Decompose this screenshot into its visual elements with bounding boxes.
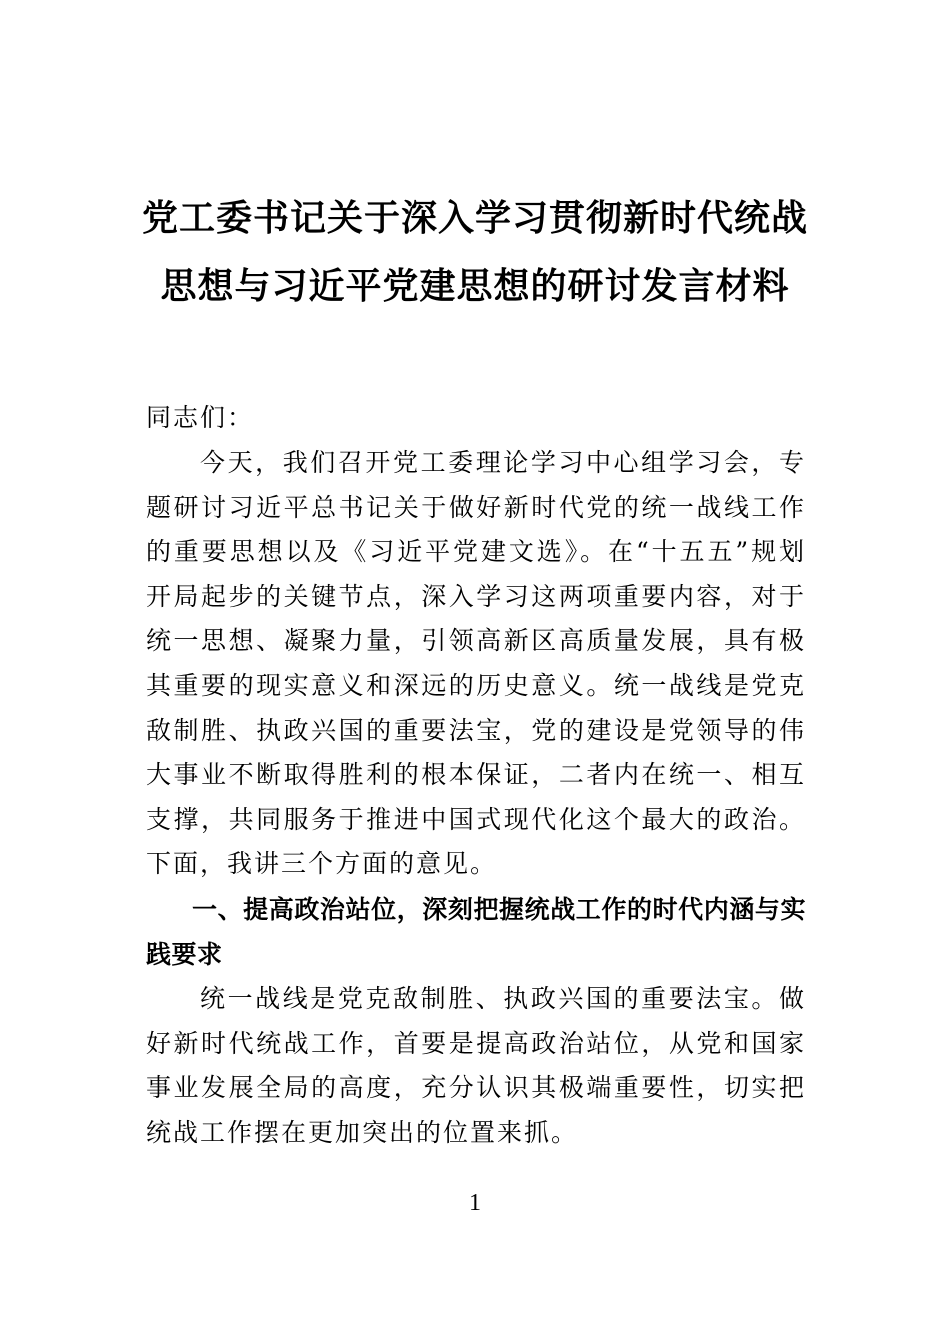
section-heading-1: 一、提高政治站位，深刻把握统战工作的时代内涵与实践要求	[146, 895, 806, 969]
paragraph-section-1: 统一战线是党克敌制胜、执政兴国的重要法宝。做好新时代统战工作，首要是提高政治站位，从党和国家事业发展全局的高度，充分认识其极端重要性，切实把统战工作摆在更加突出的位置来抓。	[146, 984, 806, 1147]
paragraph-intro: 今天，我们召开党工委理论学习中心组学习会，专题研讨习近平总书记关于做好新时代党的统一战线工作的重要思想以及《习近平党建文选》。在“十五五”规划开局起步的关键节点，深入学习这两项重要内容，对于统一思想、凝聚力量，引领高新区高质量发展，具有极其重要的现实意义和深远的历史意义。统一战线是党克敌制胜、执政兴国的重要法宝，党的建设是党领导的伟大事业不断取得胜利的根本保证，二者内在统一、相互支撑，共同服务于推进中国式现代化这个最大的政治。下面，我讲三个方面的意见。	[146, 448, 806, 879]
page-number: 1	[469, 1190, 481, 1216]
document-title-line-1: 党工委书记关于深入学习贯彻新时代统战	[141, 197, 808, 239]
salutation: 同志们：	[146, 403, 255, 432]
document-title-line-2: 思想与习近平党建思想的研讨发言材料	[160, 265, 790, 307]
